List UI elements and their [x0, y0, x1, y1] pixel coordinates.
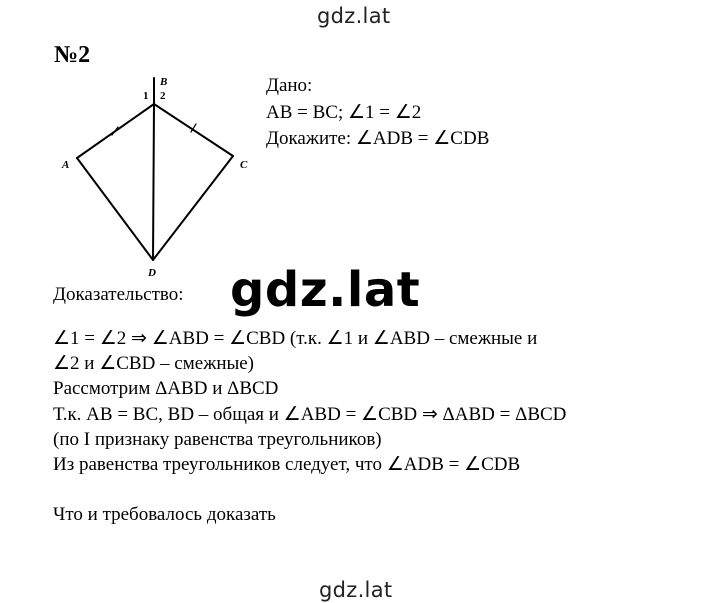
segment-cd: [153, 156, 233, 260]
angle-label-2: 2: [160, 90, 166, 102]
segment-bc: [154, 104, 233, 156]
point-label-a: A: [62, 159, 70, 171]
proof-line: Рассмотрим ΔABD и ΔBCD: [53, 378, 279, 399]
watermark: gdz.lat: [230, 262, 421, 318]
proof-line: (по I признаку равенства треугольников): [53, 429, 382, 450]
proof-line: Т.к. AB = BC, BD – общая и ∠ABD = ∠CBD ⇒ ΔABD = ΔBCD: [53, 404, 567, 425]
site-footer: gdz.lat: [319, 578, 393, 602]
given-to-prove: Докажите: ∠ADB = ∠CDB: [266, 128, 490, 149]
proof-line: ∠1 = ∠2 ⇒ ∠ABD = ∠CBD (т.к. ∠1 и ∠ABD – смежные и: [53, 328, 538, 349]
given-heading: Дано:: [266, 75, 313, 96]
proof-line: Из равенства треугольников следует, что ∠ADB = ∠CDB: [53, 454, 521, 475]
given-condition: AB = BC; ∠1 = ∠2: [266, 102, 422, 123]
proof-line: ∠2 и ∠CBD – смежные): [53, 353, 255, 374]
point-label-c: C: [240, 159, 248, 171]
point-label-d: D: [148, 267, 156, 279]
angle-label-1: 1: [143, 90, 149, 102]
problem-number: №2: [54, 42, 91, 68]
site-header: gdz.lat: [317, 4, 391, 28]
segment-ad: [77, 158, 153, 260]
segment-bd: [153, 104, 154, 260]
point-label-b: B: [160, 76, 168, 88]
proof-heading: Доказательство:: [53, 284, 184, 305]
proof-conclusion: Что и требовалось доказать: [53, 504, 276, 525]
